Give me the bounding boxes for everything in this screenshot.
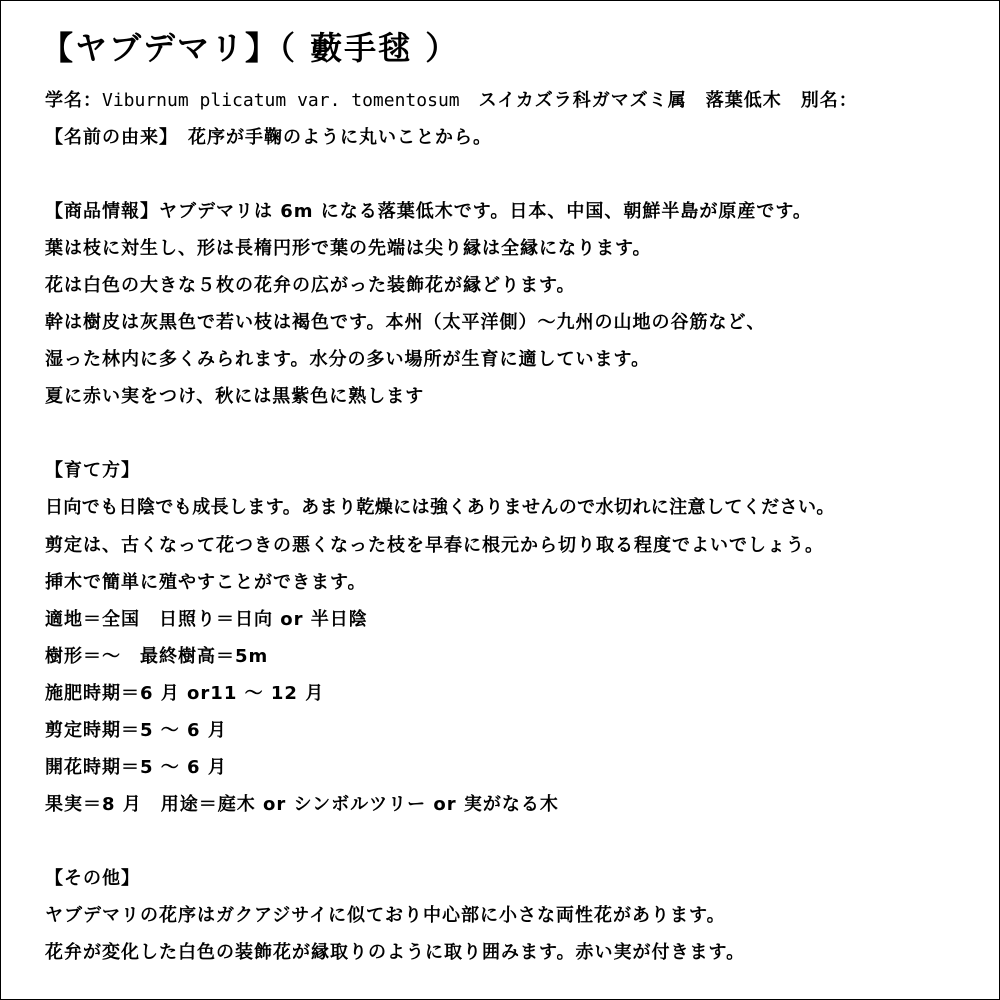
care-line: 剪定は、古くなって花つきの悪くなった枝を早春に根元から切り取る程度でよいでしょう。 (45, 535, 824, 556)
care-line: 適地＝全国 日照り＝日向 or 半日陰 (45, 609, 368, 630)
scientific-name-suffix: スイカズラ科ガマズミ属 落葉低木 別名： (459, 90, 858, 111)
product-info-line: 花は白色の大きな５枚の花弁の広がった装飾花が縁どります。 (45, 275, 576, 296)
other-line: ヤブデマリの花序はガクアジサイに似ており中心部に小さな両性花があります。 (45, 905, 726, 926)
care-line: 施肥時期＝6 月 or11 ～ 12 月 (45, 683, 325, 704)
care-line: 樹形＝～ 最終樹高＝5m (45, 646, 269, 667)
care-line: 開花時期＝5 ～ 6 月 (45, 757, 227, 778)
product-info-line: 【商品情報】ヤブデマリは 6m になる落葉低木です。日本、中国、朝鮮半島が原産です。 (45, 201, 812, 222)
other-line: 花弁が変化した白色の装飾花が縁取りのように取り囲みます。赤い実が付きます。 (45, 942, 746, 963)
product-info-line: 葉は枝に対生し、形は長楕円形で葉の先端は尖り縁は全縁になります。 (45, 238, 652, 259)
name-origin-line: 【名前の由来】 花序が手鞠のように丸いことから。 (45, 127, 492, 148)
scientific-name: Viburnum plicatum var. tomentosum (102, 90, 460, 111)
care-line: 果実＝8 月 用途＝庭木 or シンボルツリー or 実がなる木 (45, 794, 559, 815)
other-heading: 【その他】 (45, 868, 140, 889)
product-info-line: 夏に赤い実をつけ、秋には黒紫色に熟します (45, 386, 425, 407)
scientific-name-line (45, 89, 858, 113)
page-title: 【ヤブデマリ】（ 藪手毬 ） (41, 29, 460, 67)
care-heading: 【育て方】 (45, 460, 140, 481)
product-info-line: 幹は樹皮は灰黒色で若い枝は褐色です。本州（太平洋側）～九州の山地の谷筋など、 (45, 312, 766, 333)
product-info-line: 湿った林内に多くみられます。水分の多い場所が生育に適しています。 (45, 349, 651, 370)
scientific-name-prefix: 学名： (45, 90, 102, 111)
care-line: 日向でも日陰でも成長します。あまり乾燥には強くありませんので水切れに注意してください。 (45, 497, 835, 518)
care-line: 挿木で簡単に殖やすことができます。 (45, 572, 367, 593)
care-line: 剪定時期＝5 ～ 6 月 (45, 720, 227, 741)
